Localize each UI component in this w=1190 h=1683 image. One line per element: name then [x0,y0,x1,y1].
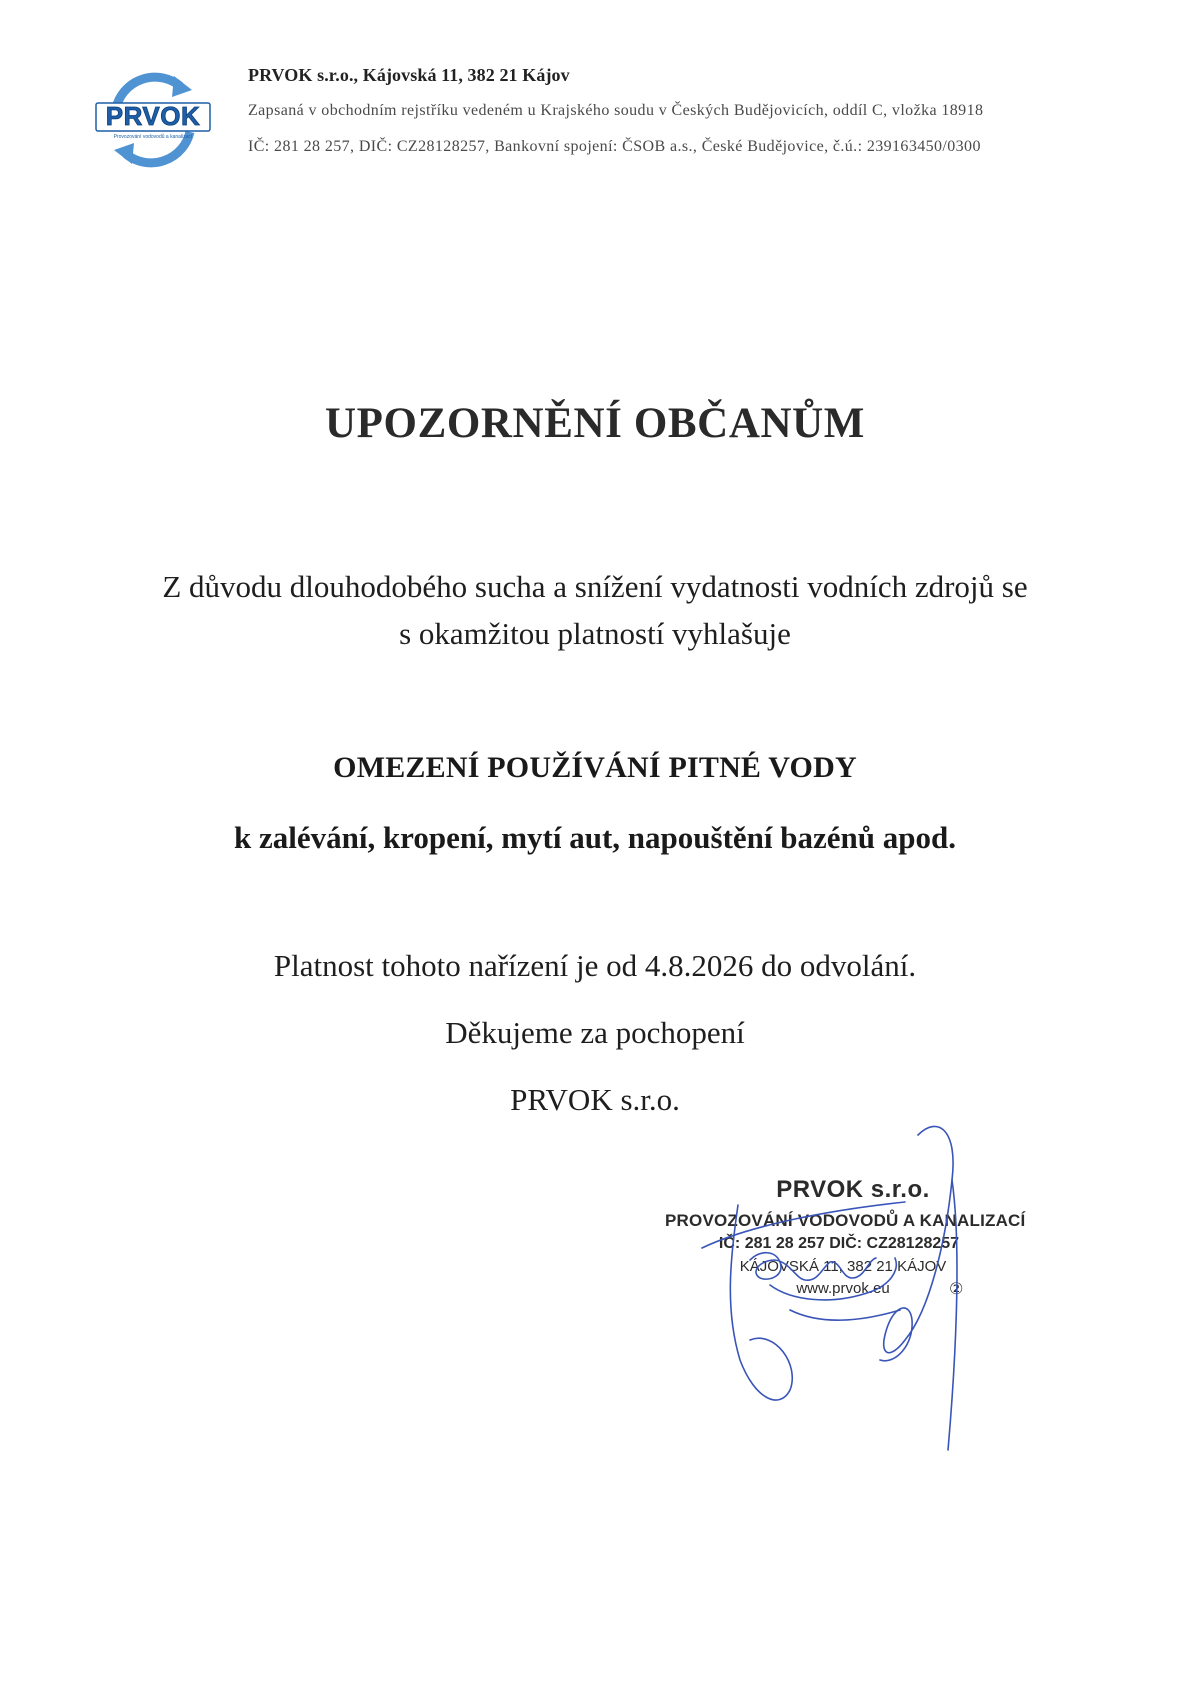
logo-text: PRVOK [105,101,201,131]
signoff-company: PRVOK s.r.o. [510,1082,680,1117]
register-line: Zapsaná v obchodním rejstříku vedeném u Krajského soudu v Českých Budějovicích, oddíl C, vložka 18918 [248,102,984,119]
intro-line-2: s okamžitou platností vyhlašuje [399,616,791,651]
stamp-number: ② [949,1281,964,1298]
restriction-detail: k zalévání, kropení, mytí aut, napouštění bazénů apod. [233,820,957,855]
letterhead [248,66,1128,155]
stamp-web: www.prvok.eu [796,1280,890,1297]
restriction-title: OMEZENÍ POUŽÍVÁNÍ PITNÉ VODY [333,751,857,784]
logo-subtext: Provozování vodovodů a kanalizací [113,134,193,140]
notice-title: UPOZORNĚNÍ OBČANŮM [325,400,865,447]
company-address-line: PRVOK s.r.o., Kájovská 11, 382 21 Kájov [248,65,570,85]
handwritten-signature [690,1110,990,1470]
stamp-description: PROVOZOVÁNÍ VODOVODŮ A KANALIZACÍ [665,1211,1026,1230]
stamp-company-name: PRVOK s.r.o. [776,1176,930,1203]
company-ids-line: IČ: 281 28 257, DIČ: CZ28128257, Bankovní spojení: ČSOB a.s., České Budějovice, č.ú.: 239163450/0300 [248,138,981,155]
prvok-logo [94,70,212,170]
intro-line-1: Z důvodu dlouhodobého sucha a snížení vydatnosti vodních zdrojů se [162,569,1028,604]
stamp-ids: IČ: 281 28 257 DIČ: CZ28128257 [718,1235,960,1252]
stamp-address: KÁJOVSKÁ 11, 382 21 KÁJOV [739,1258,947,1275]
validity-statement: Platnost tohoto nařízení je od 4.8.2026 do odvolání. [273,948,917,983]
thanks-line: Děkujeme za pochopení [445,1015,745,1050]
